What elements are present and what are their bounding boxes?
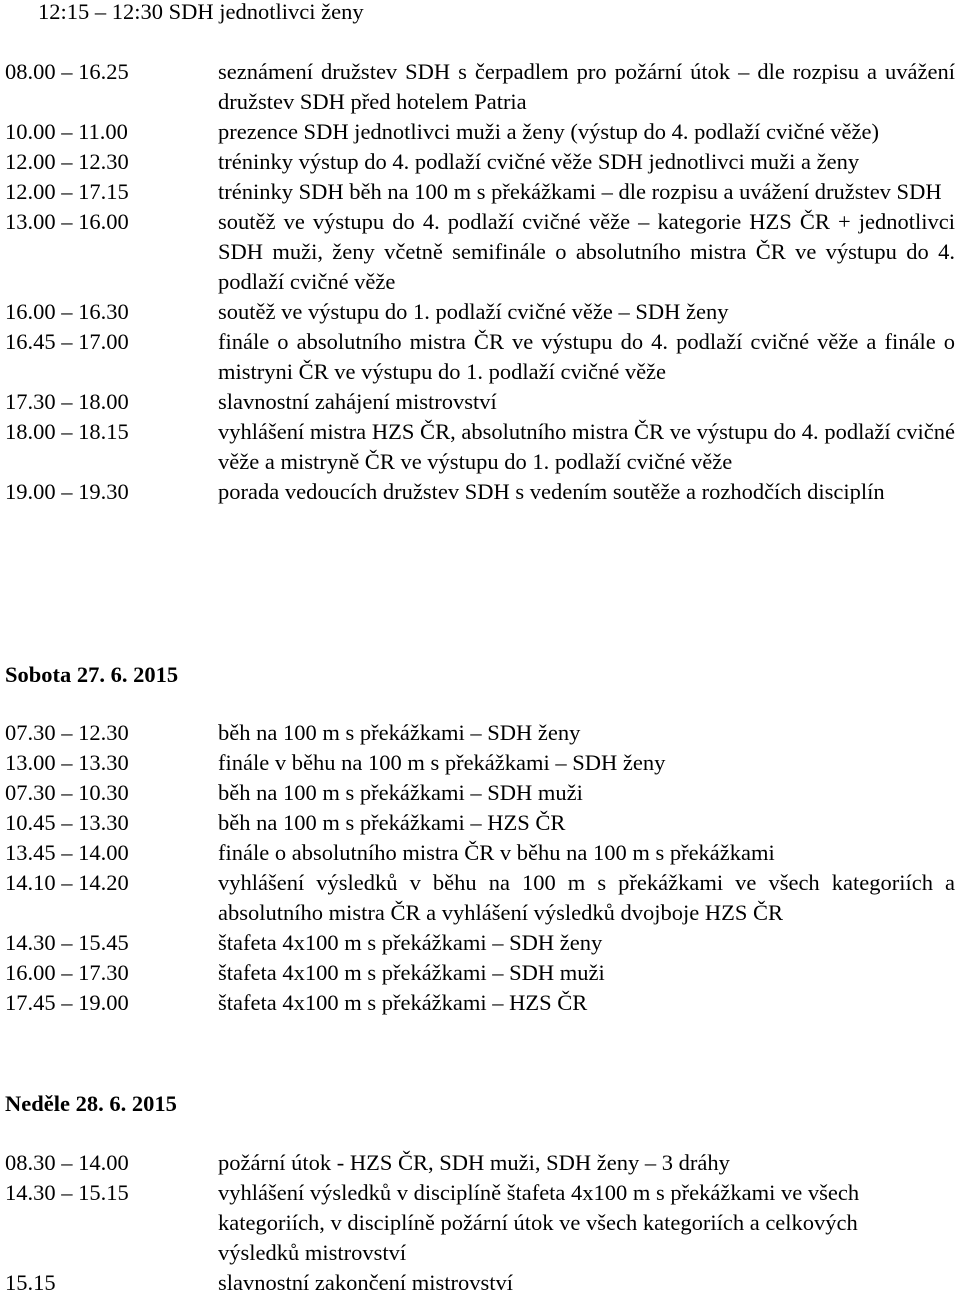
schedule-row — [0, 1148, 960, 1178]
schedule-section — [0, 718, 960, 1018]
schedule-row — [0, 748, 960, 778]
schedule-row — [0, 147, 960, 177]
time-range: 15.15 — [5, 1270, 56, 1295]
schedule-row — [0, 958, 960, 988]
event-description: soutěž ve výstupu do 1. podlaží cvičné věže – SDH ženy — [218, 299, 729, 324]
event-description: štafeta 4x100 m s překážkami – HZS ČR — [218, 990, 588, 1015]
time-range: 13.00 – 13.30 — [5, 750, 129, 775]
schedule-row — [0, 808, 960, 838]
time-range: 13.00 – 16.00 — [5, 209, 129, 234]
schedule-row — [0, 387, 960, 417]
event-description: tréninky SDH běh na 100 m s překážkami – dle rozpisu a uvážení družstev SDH — [218, 179, 942, 204]
time-range: 14.30 – 15.45 — [5, 930, 129, 955]
top-line: 12:15 – 12:30 SDH jednotlivci ženy — [38, 0, 364, 24]
schedule-row — [0, 207, 960, 297]
event-description: běh na 100 m s překážkami – SDH ženy — [218, 720, 581, 745]
schedule-row — [0, 57, 960, 117]
day-heading: Sobota 27. 6. 2015 — [5, 662, 179, 687]
schedule-row — [0, 778, 960, 808]
time-range: 17.45 – 19.00 — [5, 990, 129, 1015]
schedule-row — [0, 477, 960, 507]
time-range: 07.30 – 10.30 — [5, 780, 129, 805]
event-description: vyhlášení výsledků v disciplíně štafeta 4x100 m s překážkami ve všech kategoriích, v disciplíně požární útok ve všech kategoriích a celkových výsledků mistrovství — [218, 1180, 860, 1265]
time-range: 12.00 – 12.30 — [5, 149, 129, 174]
schedule-row — [0, 1178, 960, 1268]
event-description: finále o absolutního mistra ČR v běhu na 100 m s překážkami — [218, 840, 775, 865]
time-range: 08.30 – 14.00 — [5, 1150, 129, 1175]
event-description: prezence SDH jednotlivci muži a ženy (výstup do 4. podlaží cvičné věže) — [218, 119, 880, 144]
schedule-row — [0, 1268, 960, 1298]
event-description: finále o absolutního mistra ČR ve výstupu do 4. podlaží cvičné věže a finále o mistryni ČR ve výstupu do 1. podlaží cvičné věže — [218, 329, 955, 384]
event-description: porada vedoucích družstev SDH s vedením soutěže a rozhodčích disciplín — [218, 479, 885, 504]
event-description: štafeta 4x100 m s překážkami – SDH muži — [218, 960, 605, 985]
time-range: 08.00 – 16.25 — [5, 59, 129, 84]
event-description: finále v běhu na 100 m s překážkami – SDH ženy — [218, 750, 666, 775]
time-range: 17.30 – 18.00 — [5, 389, 129, 414]
schedule-section — [0, 1148, 960, 1298]
schedule-row — [0, 177, 960, 207]
schedule-row — [0, 327, 960, 387]
schedule-row — [0, 297, 960, 327]
schedule-row — [0, 988, 960, 1018]
time-range: 13.45 – 14.00 — [5, 840, 129, 865]
event-description: slavnostní zakončení mistrovství — [218, 1270, 513, 1295]
event-description: štafeta 4x100 m s překážkami – SDH ženy — [218, 930, 603, 955]
event-description: seznámení družstev SDH s čerpadlem pro požární útok – dle rozpisu a uvážení družstev SDH před hotelem Patria — [218, 59, 955, 114]
time-range: 07.30 – 12.30 — [5, 720, 129, 745]
schedule-row — [0, 417, 960, 477]
event-description: požární útok - HZS ČR, SDH muži, SDH ženy – 3 dráhy — [218, 1150, 730, 1175]
event-description: běh na 100 m s překážkami – HZS ČR — [218, 810, 566, 835]
time-range: 19.00 – 19.30 — [5, 479, 129, 504]
event-description: soutěž ve výstupu do 4. podlaží cvičné věže – kategorie HZS ČR + jednotlivci SDH muži, ženy včetně semifinále o absolutního mistra ČR ve výstupu do 4. podlaží cvičné věže — [218, 209, 955, 294]
event-description: vyhlášení mistra HZS ČR, absolutního mistra ČR ve výstupu do 4. podlaží cvičné věže a mistryně ČR ve výstupu do 1. podlaží cvičné věže — [218, 419, 955, 474]
time-range: 12.00 – 17.15 — [5, 179, 129, 204]
event-description: slavnostní zahájení mistrovství — [218, 389, 497, 414]
time-range: 18.00 – 18.15 — [5, 419, 129, 444]
event-description: tréninky výstup do 4. podlaží cvičné věže SDH jednotlivci muži a ženy — [218, 149, 860, 174]
time-range: 10.00 – 11.00 — [5, 119, 128, 144]
time-range: 14.10 – 14.20 — [5, 870, 129, 895]
day-heading: Neděle 28. 6. 2015 — [5, 1091, 177, 1116]
schedule-row — [0, 838, 960, 868]
schedule-row — [0, 868, 960, 928]
schedule-row — [0, 718, 960, 748]
time-range: 16.00 – 16.30 — [5, 299, 129, 324]
schedule-section — [0, 57, 960, 507]
event-description: běh na 100 m s překážkami – SDH muži — [218, 780, 583, 805]
time-range: 14.30 – 15.15 — [5, 1180, 129, 1205]
schedule-row — [0, 928, 960, 958]
time-range: 16.45 – 17.00 — [5, 329, 129, 354]
event-description: vyhlášení výsledků v běhu na 100 m s překážkami ve všech kategoriích a absolutního mistra ČR a vyhlášení výsledků dvojboje HZS ČR — [218, 870, 955, 925]
time-range: 16.00 – 17.30 — [5, 960, 129, 985]
schedule-row — [0, 117, 960, 147]
time-range: 10.45 – 13.30 — [5, 810, 129, 835]
